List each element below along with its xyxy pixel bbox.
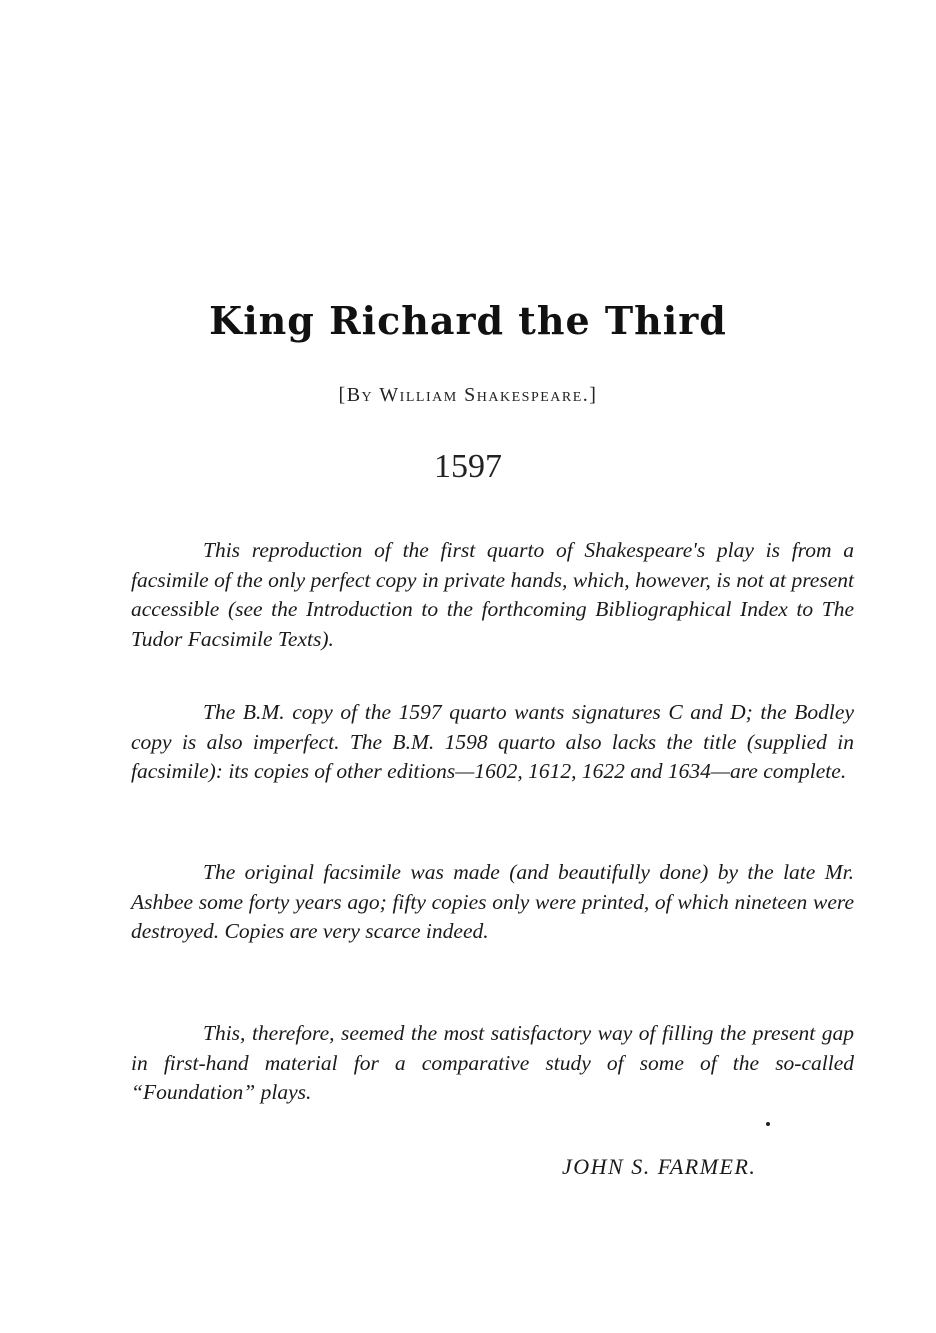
- stray-mark: [766, 1122, 770, 1126]
- paragraph-copies-note: The B.M. copy of the 1597 quarto wants signatures C and D; the Bodley copy is also imperfect. The B.M. 1598 quarto also lacks the title (supplied in facsimile): its copies of other editions—1602, 1612, 1622 and 1634—are complete.: [131, 700, 854, 783]
- publication-year: 1597: [434, 448, 502, 485]
- paragraph-facsimile-history: The original facsimile was made (and beautifully done) by the late Mr. Ashbee some forty years ago; fifty copies only were printed, of which nineteen were destroyed. Copies are very scarce indeed.: [131, 860, 854, 943]
- paragraph-reproduction-note: This reproduction of the first quarto of Shakespeare's play is from a facsimile of the only perfect copy in private hands, which, however, is not at present accessible (see the Introduction to the forthcoming Bibliographical Index to The Tudor Facsimile Texts).: [131, 538, 854, 651]
- paragraph-purpose: This, therefore, seemed the most satisfactory way of filling the present gap in first-hand material for a comparative study of some of the so-called “Foundation” plays.: [131, 1021, 854, 1104]
- author-byline: [By William Shakespeare.]: [338, 384, 598, 406]
- editor-signature: JOHN S. FARMER.: [562, 1154, 757, 1179]
- page-title: King Richard the Third: [209, 298, 727, 343]
